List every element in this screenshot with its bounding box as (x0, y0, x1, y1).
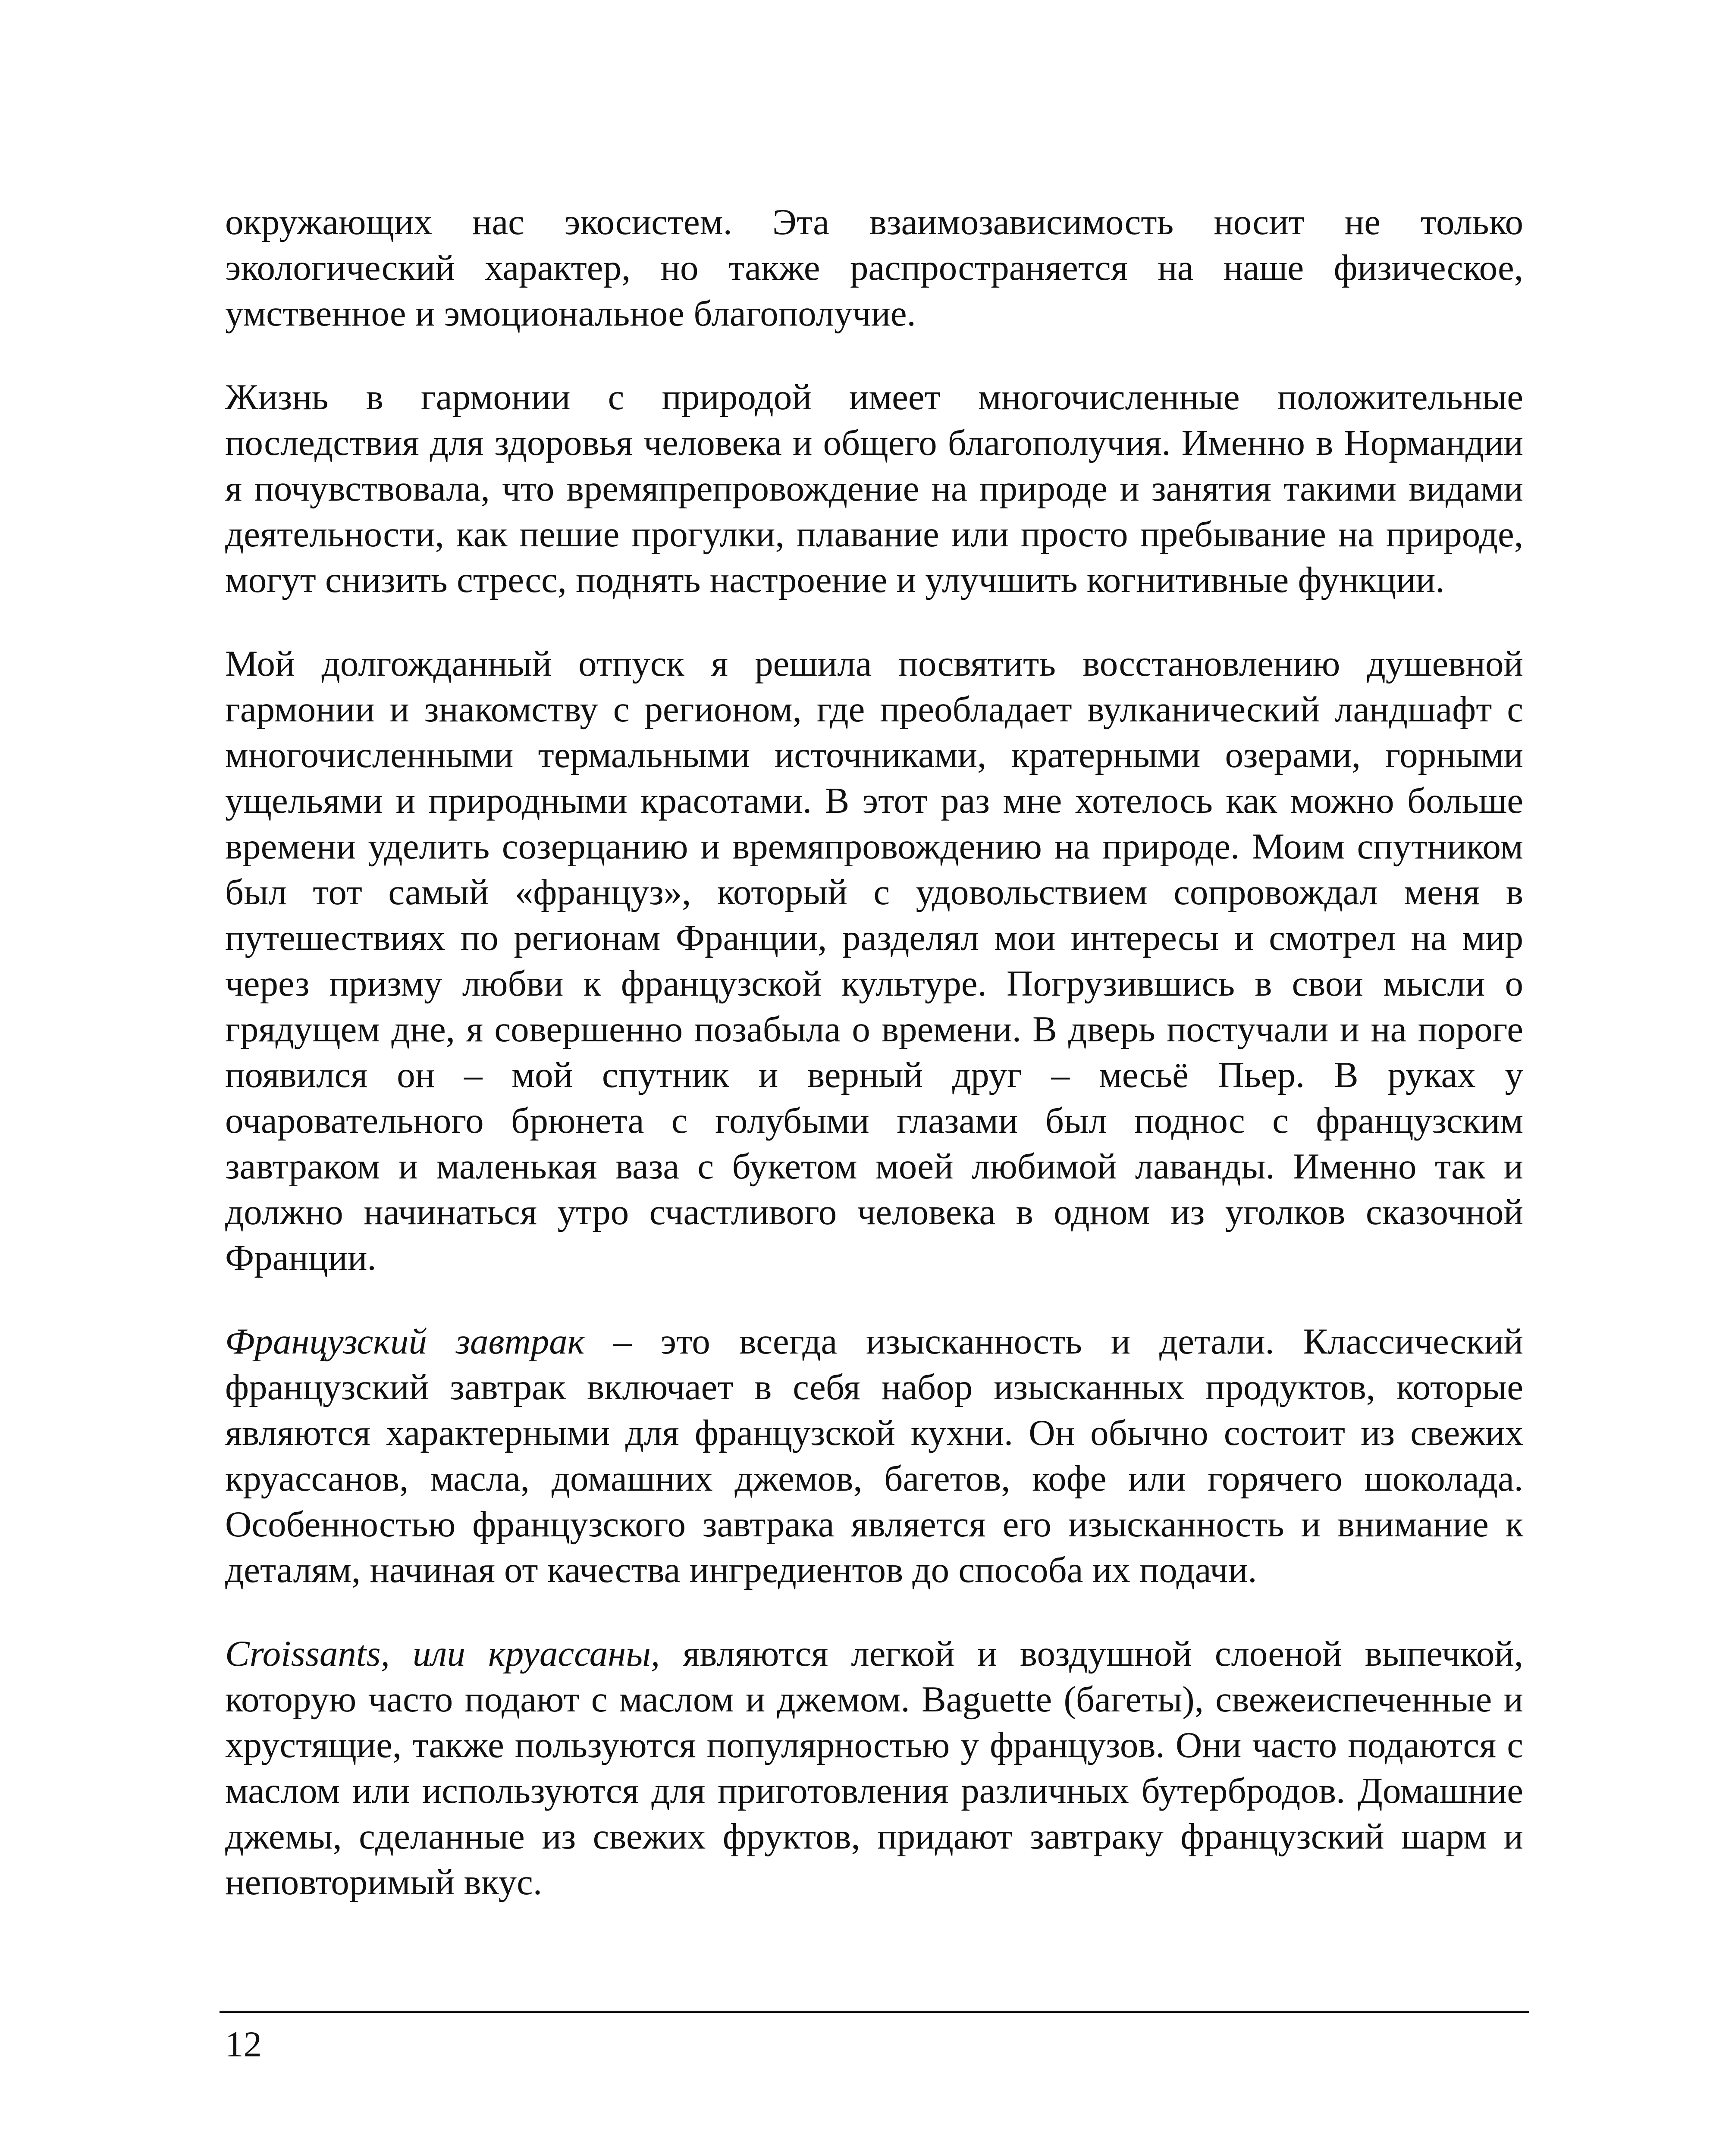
footer-rule (220, 2011, 1529, 2013)
paragraph-3-text: Мой долгожданный отпуск я решила посвятить восстановлению душевной гармонии и знакомству с регионом, где преобладает вулканический ландшафт с многочисленными термальными источниками, кратерными озерами, горными ущельями и природными красотами. В этот раз мне хотелось как можно больше времени уделить созерцанию и времяпровождению на природе. Моим спутником был тот самый «француз», который с удовольствием сопровождал меня в путешествиях по регионам Франции, разделял мои интересы и смотрел на мир через призму любви к французской культуре. Погрузившись в свои мысли о грядущем дне, я совершенно позабыла о времени. В дверь постучали и на пороге появился он – мой спутник и верный друг – месьё Пьер. В руках у очаровательного брюнета с голубыми глазами был поднос с французским завтраком и маленькая ваза с букетом моей любимой лаванды. Именно так и должно начинаться утро счастливого человека в одном из уголков сказочной Франции. (225, 643, 1523, 1278)
paragraph-4 (225, 1319, 1523, 1593)
paragraph-4-text: – это всегда изысканность и детали. Классический французский завтрак включает в себя набор изысканных продуктов, которые являются характерными для французской кухни. Он обычно состоит из свежих круассанов, масла, домашних джемов, багетов, кофе или горячего шоколада. Особенностью французского завтрака является его изысканность и внимание к деталям, начиная от качества ингредиентов до способа их подачи. (225, 1321, 1523, 1590)
page-number: 12 (225, 2024, 262, 2065)
paragraph-1 (225, 199, 1523, 336)
paragraph-1-text: окружающих нас экосистем. Эта взаимозависимость носит не только экологический характер, но также распространяется на наше физическое, умственное и эмоциональное благополучие. (225, 202, 1523, 334)
paragraph-2 (225, 374, 1523, 603)
paragraph-5-text: являются легкой и воздушной слоеной выпечкой, которую часто подают с маслом и джемом. Baguette (багеты), свежеиспеченные и хрустящие, также пользуются популярностью у французов. Они часто подаются с маслом или используются для приготовления различных бутербродов. Домашние джемы, сделанные из свежих фруктов, придают завтраку французский шарм и неповторимый вкус. (225, 1633, 1523, 1902)
paragraph-5-italic-lead: Croissants, или круассаны, (225, 1633, 660, 1674)
paragraph-2-text: Жизнь в гармонии с природой имеет многочисленные положительные последствия для здоровья человека и общего благополучия. Именно в Нормандии я почувствовала, что времяпрепровождение на природе и занятия такими видами деятельности, как пешие прогулки, плавание или просто пребывание на природе, могут снизить стресс, поднять настроение и улучшить когнитивные функции. (225, 377, 1523, 600)
paragraph-4-italic-lead: Французский завтрак (225, 1321, 585, 1362)
paragraph-5 (225, 1631, 1523, 1905)
body-text (225, 199, 1523, 1905)
paragraph-3 (225, 641, 1523, 1281)
